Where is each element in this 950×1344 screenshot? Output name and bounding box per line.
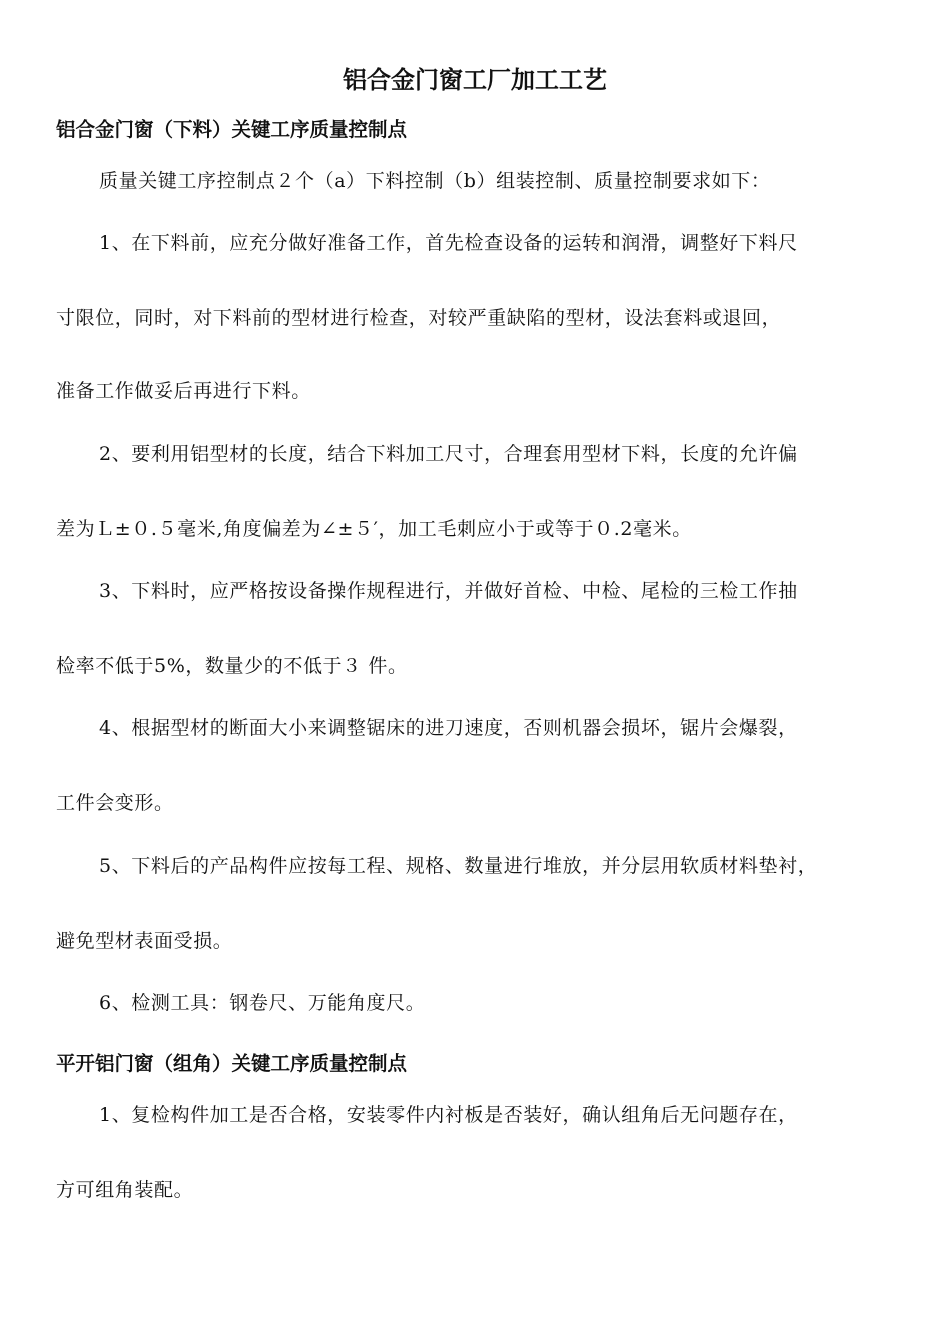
item6-line1: 6、检测工具：钢卷尺、万能角度尺。 [99, 992, 426, 1014]
section2-item1-line1: 1、复检构件加工是否合格，安装零件内衬板是否装好，确认组角后无问题存在， [99, 1104, 798, 1126]
item5-line1: 5、下料后的产品构件应按每工程、规格、数量进行堆放，并分层用软质材料垫衬， [99, 855, 818, 877]
section-heading-corner-assembly: 平开铝门窗（组角）关键工序质量控制点 [56, 1052, 408, 1075]
item1-line2: 寸限位，同时，对下料前的型材进行检查，对较严重缺陷的型材，设法套料或退回， [56, 307, 782, 329]
section2-item1-line2: 方可组角装配。 [56, 1179, 194, 1201]
item4-line1: 4、根据型材的断面大小来调整锯床的进刀速度，否则机器会损坏，锯片会爆裂， [99, 717, 798, 739]
item2-line1: 2、要利用铝型材的长度，结合下料加工尺寸，合理套用型材下料，长度的允许偏 [99, 443, 798, 465]
item1-line3: 准备工作做妥后再进行下料。 [56, 380, 311, 402]
item5-line2: 避免型材表面受损。 [56, 930, 233, 952]
item1-line1: 1、在下料前，应充分做好准备工作，首先检查设备的运转和润滑，调整好下料尺 [99, 232, 798, 254]
item2-line2: 差为Ｌ±０.５毫米,角度偏差为∠±５′，加工毛刺应小于或等于０.2毫米。 [56, 518, 692, 540]
item3-line1: 3、下料时，应严格按设备操作规程进行，并做好首检、中检、尾检的三检工作抽 [99, 580, 798, 602]
section-heading-cutting: 铝合金门窗（下料）关键工序质量控制点 [56, 118, 408, 141]
item3-line2: 检率不低于5%，数量少的不低于３ 件。 [56, 655, 408, 677]
section-intro: 质量关键工序控制点２个（a）下料控制（b）组装控制、质量控制要求如下： [99, 170, 771, 192]
document-title: 铝合金门窗工厂加工工艺 [343, 66, 607, 94]
item4-line2: 工件会变形。 [56, 792, 174, 814]
